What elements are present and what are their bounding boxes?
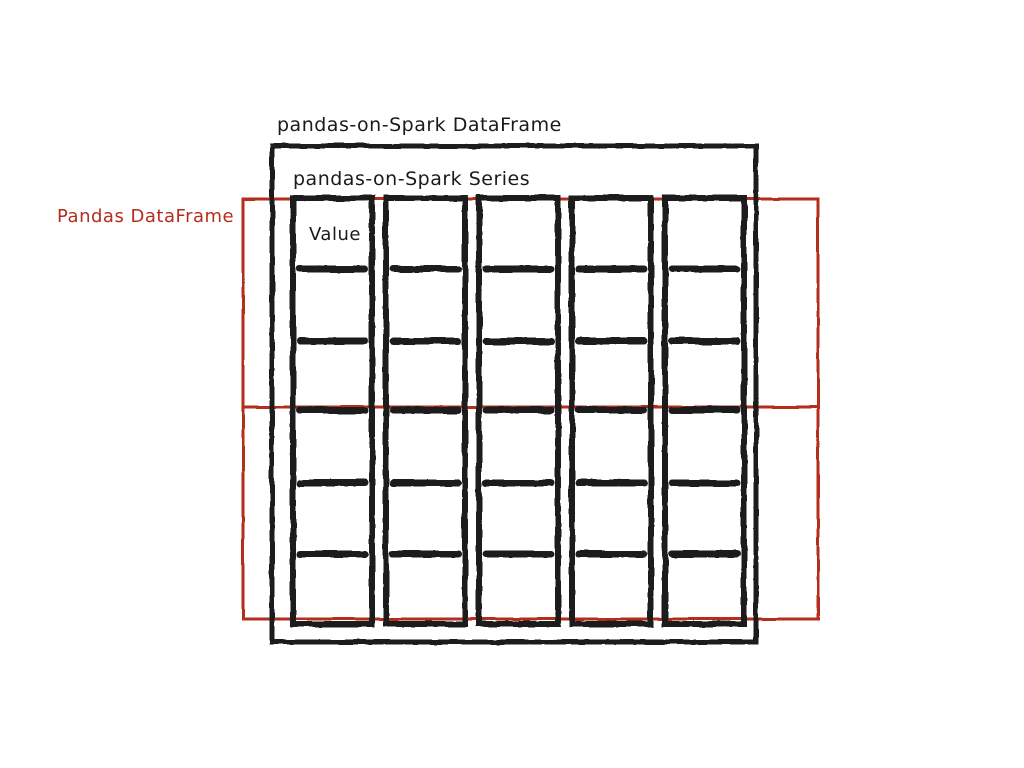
ps-dataframe-label: pandas-on-Spark DataFrame xyxy=(277,114,562,136)
ps-dataframe-box xyxy=(272,146,756,642)
ps-series-label: pandas-on-Spark Series xyxy=(293,168,531,190)
pandas-dataframe-label: Pandas DataFrame xyxy=(57,206,235,227)
ps-dataframe-outline xyxy=(272,146,756,642)
row-dividers xyxy=(300,269,737,554)
pandas-dataframe-box-bottom xyxy=(243,407,818,619)
value-cell-label: Value xyxy=(309,224,361,245)
